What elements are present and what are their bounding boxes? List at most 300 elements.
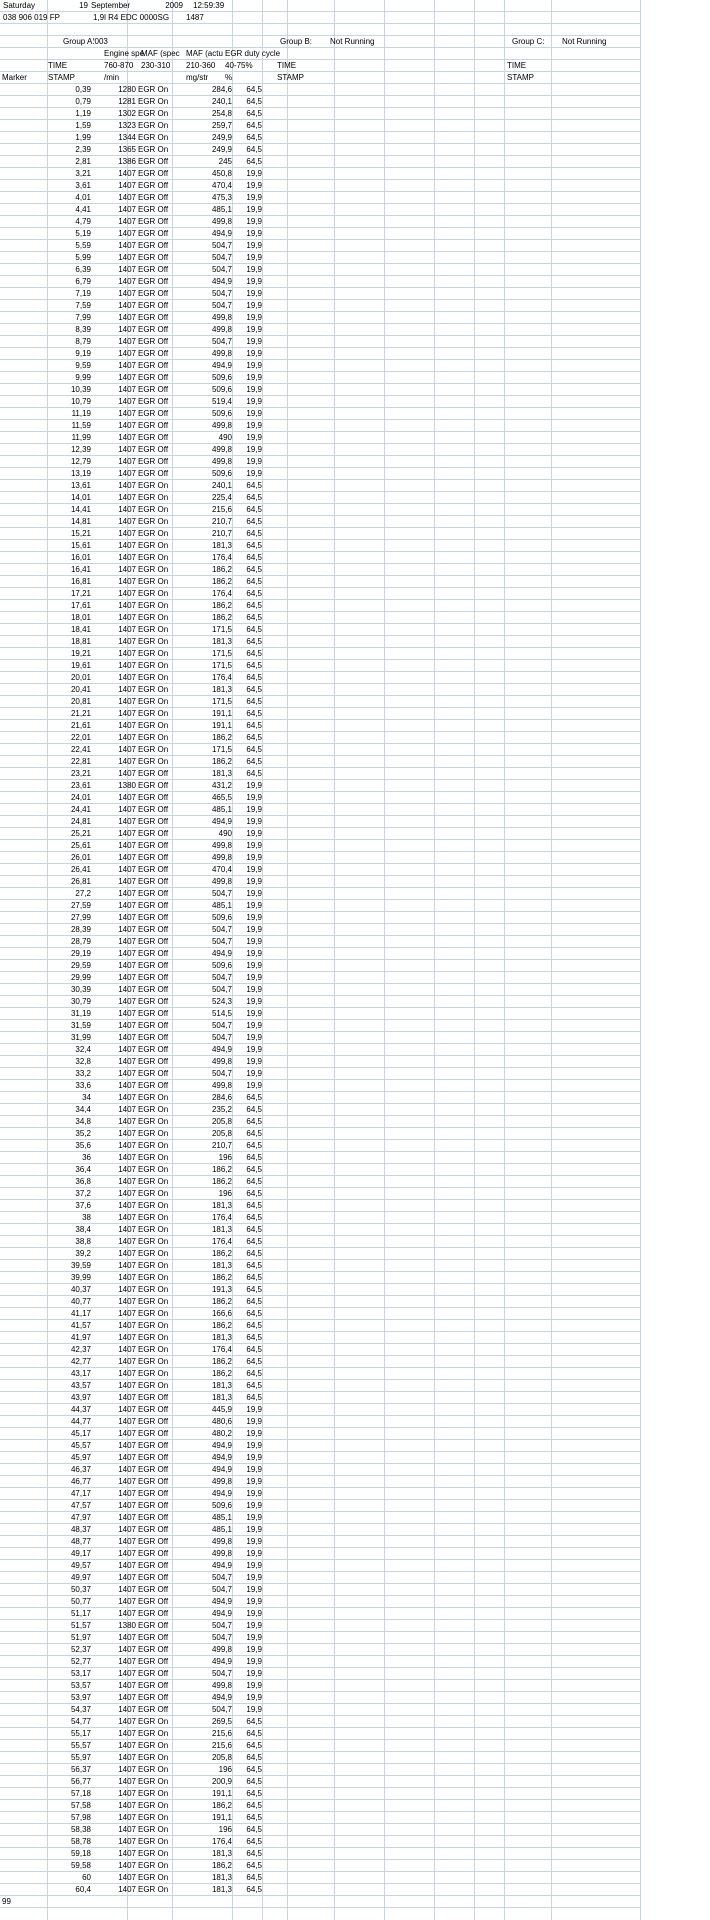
time-stamp-cell[interactable]: 46,37 <box>70 1465 91 1474</box>
maf-actual-cell[interactable]: 186,2 <box>211 1297 232 1306</box>
egr-duty-cell[interactable]: 64,5 <box>246 1165 262 1174</box>
time-stamp-cell[interactable]: 58,78 <box>70 1837 91 1846</box>
engine-speed-cell[interactable]: 1407 <box>118 901 136 910</box>
maf-actual-cell[interactable]: 181,3 <box>211 1333 232 1342</box>
maf-actual-cell[interactable]: 494,9 <box>211 1657 232 1666</box>
maf-actual-cell[interactable]: 191,1 <box>211 1813 232 1822</box>
engine-speed-cell[interactable]: 1407 <box>118 1189 136 1198</box>
time-stamp-cell[interactable]: 34,8 <box>75 1117 91 1126</box>
time-stamp-cell[interactable]: 44,37 <box>70 1405 91 1414</box>
egr-duty-cell[interactable]: 19,9 <box>246 457 262 466</box>
maf-spec-cell[interactable]: EGR Off <box>138 397 169 406</box>
egr-duty-cell[interactable]: 19,9 <box>246 889 262 898</box>
engine-speed-unit[interactable]: /min <box>104 73 120 82</box>
engine-speed-cell[interactable]: 1407 <box>118 1009 136 1018</box>
engine-speed-cell[interactable]: 1407 <box>118 1321 136 1330</box>
engine-speed-cell[interactable]: 1407 <box>118 613 136 622</box>
egr-duty-cell[interactable]: 19,9 <box>246 421 262 430</box>
maf-actual-cell[interactable]: 196 <box>218 1153 232 1162</box>
time-stamp-cell[interactable]: 56,77 <box>70 1777 91 1786</box>
time-stamp-cell[interactable]: 27,99 <box>70 913 91 922</box>
time-stamp-cell[interactable]: 11,59 <box>71 421 91 430</box>
time-stamp-cell[interactable]: 25,21 <box>70 829 91 838</box>
egr-duty-cell[interactable]: 19,9 <box>246 445 262 454</box>
engine-speed-cell[interactable]: 1407 <box>118 1141 136 1150</box>
time-stamp-cell[interactable]: 53,17 <box>70 1669 91 1678</box>
maf-spec-cell[interactable]: EGR On <box>138 1789 169 1798</box>
time-stamp-cell[interactable]: 30,39 <box>70 985 91 994</box>
maf-actual-cell[interactable]: 191,1 <box>211 721 232 730</box>
maf-spec-cell[interactable]: EGR Off <box>138 793 169 802</box>
egr-duty-cell[interactable]: 64,5 <box>246 1249 262 1258</box>
maf-actual-cell[interactable]: 504,7 <box>211 973 232 982</box>
maf-actual-cell[interactable]: 186,2 <box>211 1369 232 1378</box>
maf-spec-cell[interactable]: EGR Off <box>138 997 169 1006</box>
engine-speed-cell[interactable]: 1407 <box>118 337 136 346</box>
maf-spec-cell[interactable]: EGR On <box>138 697 169 706</box>
maf-spec-cell[interactable]: EGR On <box>138 481 169 490</box>
maf-actual-cell[interactable]: 465,5 <box>211 793 232 802</box>
maf-spec-cell[interactable]: EGR Off <box>138 829 169 838</box>
egr-duty-cell[interactable]: 19,9 <box>246 1405 262 1414</box>
maf-actual-cell[interactable]: 499,8 <box>211 325 232 334</box>
engine-speed-cell[interactable]: 1407 <box>118 1201 136 1210</box>
maf-spec-cell[interactable]: EGR Off <box>138 817 169 826</box>
time-stamp-cell[interactable]: 36 <box>82 1153 91 1162</box>
maf-actual-cell[interactable]: 499,8 <box>211 313 232 322</box>
egr-duty-cell[interactable]: 64,5 <box>246 1273 262 1282</box>
time-stamp-cell[interactable]: 4,01 <box>75 193 91 202</box>
egr-duty-cell[interactable]: 64,5 <box>246 1237 262 1246</box>
maf-actual-cell[interactable]: 196 <box>218 1189 232 1198</box>
engine-speed-cell[interactable]: 1407 <box>118 625 136 634</box>
engine-speed-cell[interactable]: 1407 <box>118 1597 136 1606</box>
engine-speed-cell[interactable]: 1407 <box>118 1297 136 1306</box>
time-stamp-cell[interactable]: 43,57 <box>70 1381 91 1390</box>
engine-speed-cell[interactable]: 1407 <box>118 985 136 994</box>
egr-duty-cell[interactable]: 19,9 <box>246 361 262 370</box>
maf-spec-cell[interactable]: EGR Off <box>138 1573 169 1582</box>
egr-duty-cell[interactable]: 19,9 <box>246 349 262 358</box>
time-stamp-cell[interactable]: 34 <box>82 1093 91 1102</box>
time-stamp-cell[interactable]: 7,59 <box>75 301 91 310</box>
maf-actual-cell[interactable]: 485,1 <box>211 1525 232 1534</box>
maf-spec-cell[interactable]: EGR On <box>138 1753 169 1762</box>
engine-speed-cell[interactable]: 1407 <box>118 1561 136 1570</box>
maf-spec-cell[interactable]: EGR Off <box>138 469 169 478</box>
maf-actual-cell[interactable]: 504,7 <box>211 253 232 262</box>
time-stamp-cell[interactable]: 5,99 <box>75 253 91 262</box>
maf-spec-cell[interactable]: EGR Off <box>138 1669 169 1678</box>
maf-spec-cell[interactable]: EGR Off <box>138 433 169 442</box>
time-stamp-cell[interactable]: 34,4 <box>75 1105 91 1114</box>
maf-spec-cell[interactable]: EGR Off <box>138 157 169 166</box>
engine-speed-cell[interactable]: 1407 <box>118 1693 136 1702</box>
engine-speed-cell[interactable]: 1407 <box>118 1573 136 1582</box>
maf-actual-cell[interactable]: 186,2 <box>211 1321 232 1330</box>
maf-actual-cell[interactable]: 499,8 <box>211 445 232 454</box>
maf-actual-cell[interactable]: 490 <box>218 829 232 838</box>
egr-duty-cell[interactable]: 64,5 <box>246 1369 262 1378</box>
engine-speed-cell[interactable]: 1407 <box>118 1657 136 1666</box>
egr-duty-cell[interactable]: 19,9 <box>246 961 262 970</box>
time-stamp-cell[interactable]: 3,61 <box>75 181 91 190</box>
time-stamp-cell[interactable]: 4,41 <box>75 205 91 214</box>
maf-actual-cell[interactable]: 499,8 <box>211 217 232 226</box>
egr-duty-cell[interactable]: 64,5 <box>246 745 262 754</box>
time-stamp-cell[interactable]: 2,81 <box>75 157 91 166</box>
egr-duty-cell[interactable]: 64,5 <box>246 133 262 142</box>
maf-spec-header[interactable]: MAF (spec <box>141 49 180 58</box>
engine-speed-cell[interactable]: 1407 <box>118 661 136 670</box>
time-stamp-cell[interactable]: 32,8 <box>75 1057 91 1066</box>
maf-spec-cell[interactable]: EGR Off <box>138 1045 169 1054</box>
maf-actual-cell[interactable]: 494,9 <box>211 1465 232 1474</box>
maf-actual-cell[interactable]: 494,9 <box>211 277 232 286</box>
time-stamp-cell[interactable]: 54,37 <box>70 1705 91 1714</box>
time-stamp-cell[interactable]: 39,99 <box>70 1273 91 1282</box>
time-stamp-cell[interactable]: 41,97 <box>70 1333 91 1342</box>
maf-spec-cell[interactable]: EGR Off <box>138 205 169 214</box>
maf-actual-cell[interactable]: 186,2 <box>211 757 232 766</box>
egr-duty-cell[interactable]: 64,5 <box>246 1837 262 1846</box>
egr-duty-cell[interactable]: 64,5 <box>246 565 262 574</box>
maf-actual-cell[interactable]: 494,9 <box>211 1597 232 1606</box>
engine-speed-cell[interactable]: 1407 <box>118 853 136 862</box>
maf-actual-cell[interactable]: 494,9 <box>211 361 232 370</box>
maf-actual-cell[interactable]: 494,9 <box>211 949 232 958</box>
maf-actual-cell[interactable]: 269,5 <box>211 1717 232 1726</box>
maf-spec-cell[interactable]: EGR Off <box>138 241 169 250</box>
engine-speed-cell[interactable]: 1407 <box>118 1513 136 1522</box>
egr-duty-cell[interactable]: 64,5 <box>246 529 262 538</box>
egr-duty-cell[interactable]: 64,5 <box>246 757 262 766</box>
time-stamp-cell[interactable]: 8,39 <box>75 325 91 334</box>
time-stamp-cell[interactable]: 53,57 <box>70 1681 91 1690</box>
maf-actual-unit[interactable]: mg/str <box>186 73 209 82</box>
time-stamp-cell[interactable]: 41,57 <box>70 1321 91 1330</box>
maf-spec-cell[interactable]: EGR Off <box>138 181 169 190</box>
time-stamp-cell[interactable]: 1,19 <box>75 109 91 118</box>
maf-spec-cell[interactable]: EGR On <box>138 1813 169 1822</box>
maf-actual-cell[interactable]: 499,8 <box>211 457 232 466</box>
maf-actual-cell[interactable]: 284,6 <box>211 85 232 94</box>
engine-speed-cell[interactable]: 1407 <box>118 1525 136 1534</box>
egr-duty-cell[interactable]: 64,5 <box>246 97 262 106</box>
maf-spec-cell[interactable]: EGR On <box>138 601 169 610</box>
engine-speed-cell[interactable]: 1407 <box>118 265 136 274</box>
engine-speed-cell[interactable]: 1407 <box>118 877 136 886</box>
egr-duty-cell[interactable]: 64,5 <box>246 1225 262 1234</box>
engine-speed-cell[interactable]: 1407 <box>118 1441 136 1450</box>
maf-spec-cell[interactable]: EGR Off <box>138 1021 169 1030</box>
egr-duty-cell[interactable]: 64,5 <box>246 733 262 742</box>
engine-speed-cell[interactable]: 1407 <box>118 1861 136 1870</box>
time-stamp-cell[interactable]: 46,77 <box>70 1477 91 1486</box>
time-stamp-cell[interactable]: 16,01 <box>70 553 91 562</box>
maf-actual-cell[interactable]: 259,7 <box>211 121 232 130</box>
engine-speed-cell[interactable]: 1407 <box>118 1477 136 1486</box>
maf-spec-cell[interactable]: EGR Off <box>138 349 169 358</box>
engine-speed-cell[interactable]: 1407 <box>118 793 136 802</box>
maf-spec-cell[interactable]: EGR Off <box>138 949 169 958</box>
egr-duty-cell[interactable]: 64,5 <box>246 1177 262 1186</box>
engine-speed-cell[interactable]: 1407 <box>118 1789 136 1798</box>
maf-spec-cell[interactable]: EGR Off <box>138 445 169 454</box>
maf-actual-cell[interactable]: 494,9 <box>211 1489 232 1498</box>
time-stamp-cell[interactable]: 36,4 <box>75 1165 91 1174</box>
egr-duty-cell[interactable]: 19,9 <box>246 829 262 838</box>
engine-speed-cell[interactable]: 1407 <box>118 229 136 238</box>
time-stamp-cell[interactable]: 35,6 <box>75 1141 91 1150</box>
time-stamp-cell[interactable]: 27,2 <box>75 889 91 898</box>
time-stamp-cell[interactable]: 12,39 <box>70 445 91 454</box>
maf-actual-cell[interactable]: 181,3 <box>211 541 232 550</box>
egr-duty-cell[interactable]: 64,5 <box>246 1849 262 1858</box>
maf-spec-cell[interactable]: EGR Off <box>138 853 169 862</box>
maf-actual-cell[interactable]: 504,7 <box>211 1069 232 1078</box>
egr-duty-cell[interactable]: 64,5 <box>246 157 262 166</box>
time-stamp-cell[interactable]: 56,37 <box>70 1765 91 1774</box>
egr-duty-cell[interactable]: 19,9 <box>246 1477 262 1486</box>
time-stamp-cell[interactable]: 38 <box>82 1213 91 1222</box>
maf-spec-range[interactable]: 230-310 <box>141 61 171 70</box>
maf-actual-cell[interactable]: 504,7 <box>211 925 232 934</box>
engine-speed-cell[interactable]: 1407 <box>118 529 136 538</box>
time-stamp-cell[interactable]: 51,97 <box>70 1633 91 1642</box>
egr-duty-cell[interactable]: 64,5 <box>246 625 262 634</box>
egr-duty-cell[interactable]: 64,5 <box>246 1357 262 1366</box>
engine-speed-cell[interactable]: 1407 <box>118 205 136 214</box>
maf-actual-cell[interactable]: 181,3 <box>211 1261 232 1270</box>
time-stamp-cell[interactable]: 38,4 <box>75 1225 91 1234</box>
engine-speed-cell[interactable]: 1407 <box>118 1213 136 1222</box>
time-stamp-cell[interactable]: 60 <box>82 1873 91 1882</box>
egr-duty-cell[interactable]: 64,5 <box>246 121 262 130</box>
maf-spec-cell[interactable]: EGR Off <box>138 1465 169 1474</box>
engine-speed-cell[interactable]: 1407 <box>118 757 136 766</box>
engine-speed-cell[interactable]: 1407 <box>118 433 136 442</box>
maf-actual-cell[interactable]: 186,2 <box>211 1177 232 1186</box>
maf-actual-cell[interactable]: 225,4 <box>211 493 232 502</box>
engine-speed-cell[interactable]: 1407 <box>118 445 136 454</box>
time-stamp-cell[interactable]: 60,4 <box>75 1885 91 1894</box>
egr-duty-cell[interactable]: 64,5 <box>246 1201 262 1210</box>
time-stamp-cell[interactable]: 23,61 <box>70 781 91 790</box>
maf-actual-cell[interactable]: 499,8 <box>211 1081 232 1090</box>
egr-duty-cell[interactable]: 19,9 <box>246 1585 262 1594</box>
time-stamp-cell[interactable]: 22,01 <box>70 733 91 742</box>
time-stamp-cell[interactable]: 36,8 <box>75 1177 91 1186</box>
time-stamp-cell[interactable]: 51,17 <box>70 1609 91 1618</box>
maf-spec-cell[interactable]: EGR On <box>138 1189 169 1198</box>
egr-duty-cell[interactable]: 19,9 <box>246 1657 262 1666</box>
maf-actual-cell[interactable]: 171,5 <box>211 661 232 670</box>
engine-speed-cell[interactable]: 1380 <box>118 781 136 790</box>
maf-actual-cell[interactable]: 249,9 <box>211 133 232 142</box>
maf-spec-cell[interactable]: EGR Off <box>138 253 169 262</box>
egr-duty-cell[interactable]: 19,9 <box>246 997 262 1006</box>
engine-speed-cell[interactable]: 1302 <box>118 109 136 118</box>
engine-speed-cell[interactable]: 1407 <box>118 1537 136 1546</box>
time-stamp-cell[interactable]: 10,79 <box>70 397 91 406</box>
marker-label[interactable]: Marker <box>2 73 27 82</box>
maf-spec-cell[interactable]: EGR On <box>138 505 169 514</box>
maf-actual-cell[interactable]: 494,9 <box>211 1609 232 1618</box>
engine-speed-cell[interactable]: 1407 <box>118 253 136 262</box>
engine-speed-cell[interactable]: 1407 <box>118 1717 136 1726</box>
time-stamp-cell[interactable]: 12,79 <box>70 457 91 466</box>
maf-actual-cell[interactable]: 499,8 <box>211 877 232 886</box>
egr-duty-cell[interactable]: 19,9 <box>246 469 262 478</box>
engine-speed-cell[interactable]: 1407 <box>118 1273 136 1282</box>
engine-speed-cell[interactable]: 1407 <box>118 1333 136 1342</box>
egr-duty-cell[interactable]: 64,5 <box>246 1861 262 1870</box>
maf-spec-cell[interactable]: EGR On <box>138 1141 169 1150</box>
egr-duty-cell[interactable]: 19,9 <box>246 1501 262 1510</box>
maf-spec-cell[interactable]: EGR On <box>138 649 169 658</box>
maf-spec-cell[interactable]: EGR On <box>138 121 169 130</box>
maf-spec-cell[interactable]: EGR Off <box>138 901 169 910</box>
maf-actual-cell[interactable]: 494,9 <box>211 1045 232 1054</box>
group-a-value[interactable]: '003 <box>93 37 108 46</box>
engine-speed-cell[interactable]: 1407 <box>118 193 136 202</box>
engine-speed-cell[interactable]: 1407 <box>118 517 136 526</box>
time-stamp-cell[interactable]: 11,19 <box>71 409 91 418</box>
maf-spec-cell[interactable]: EGR On <box>138 637 169 646</box>
time-stamp-cell[interactable]: 48,77 <box>70 1537 91 1546</box>
time-stamp-cell[interactable]: 40,37 <box>70 1285 91 1294</box>
engine-speed-cell[interactable]: 1407 <box>118 1345 136 1354</box>
maf-actual-cell[interactable]: 475,3 <box>211 193 232 202</box>
maf-actual-cell[interactable]: 284,6 <box>211 1093 232 1102</box>
maf-actual-cell[interactable]: 499,8 <box>211 841 232 850</box>
egr-duty-cell[interactable]: 19,9 <box>246 1525 262 1534</box>
egr-duty-cell[interactable]: 19,9 <box>246 1081 262 1090</box>
time-stamp-cell[interactable]: 21,21 <box>70 709 91 718</box>
engine-speed-cell[interactable]: 1407 <box>118 1093 136 1102</box>
marker-cell[interactable]: 99 <box>2 1897 11 1906</box>
maf-actual-cell[interactable]: 499,8 <box>211 1477 232 1486</box>
egr-duty-cell[interactable]: 19,9 <box>246 937 262 946</box>
maf-actual-cell[interactable]: 171,5 <box>211 649 232 658</box>
maf-actual-cell[interactable]: 450,8 <box>211 169 232 178</box>
maf-spec-cell[interactable]: EGR Off <box>138 1057 169 1066</box>
engine-speed-cell[interactable]: 1407 <box>118 1165 136 1174</box>
maf-actual-cell[interactable]: 186,2 <box>211 1249 232 1258</box>
maf-actual-cell[interactable]: 519,4 <box>211 397 232 406</box>
egr-duty-cell[interactable]: 64,5 <box>246 1093 262 1102</box>
time-stamp-cell[interactable]: 28,39 <box>70 925 91 934</box>
time-stamp-cell[interactable]: 50,37 <box>70 1585 91 1594</box>
maf-actual-cell[interactable]: 504,7 <box>211 289 232 298</box>
engine-speed-cell[interactable]: 1407 <box>118 1417 136 1426</box>
engine-speed-cell[interactable]: 1407 <box>118 1057 136 1066</box>
engine-speed-cell[interactable]: 1407 <box>118 721 136 730</box>
egr-duty-cell[interactable]: 19,9 <box>246 313 262 322</box>
maf-actual-cell[interactable]: 480,2 <box>211 1429 232 1438</box>
egr-duty-cell[interactable]: 19,9 <box>246 409 262 418</box>
maf-spec-cell[interactable]: EGR On <box>138 1177 169 1186</box>
engine-speed-cell[interactable]: 1407 <box>118 1369 136 1378</box>
maf-spec-cell[interactable]: EGR Off <box>138 1441 169 1450</box>
engine-speed-cell[interactable]: 1407 <box>118 733 136 742</box>
maf-actual-cell[interactable]: 499,8 <box>211 1645 232 1654</box>
time-stamp-cell[interactable]: 31,99 <box>70 1033 91 1042</box>
time-stamp-cell[interactable]: 40,77 <box>70 1297 91 1306</box>
egr-duty-cell[interactable]: 19,9 <box>246 1633 262 1642</box>
engine-speed-cell[interactable]: 1407 <box>118 1309 136 1318</box>
egr-duty-cell[interactable]: 19,9 <box>246 1609 262 1618</box>
maf-spec-cell[interactable]: EGR Off <box>138 1417 169 1426</box>
maf-actual-cell[interactable]: 176,4 <box>211 589 232 598</box>
maf-actual-cell[interactable]: 210,7 <box>211 517 232 526</box>
maf-spec-cell[interactable]: EGR On <box>138 1105 169 1114</box>
group-b-label[interactable]: Group B: <box>280 37 313 46</box>
time-stamp-cell[interactable]: 42,77 <box>70 1357 91 1366</box>
time-stamp-cell[interactable]: 49,17 <box>70 1549 91 1558</box>
egr-duty-cell[interactable]: 64,5 <box>246 145 262 154</box>
engine-speed-cell[interactable]: 1407 <box>118 541 136 550</box>
maf-actual-cell[interactable]: 509,6 <box>211 409 232 418</box>
maf-spec-cell[interactable]: EGR On <box>138 529 169 538</box>
time-stamp-cell[interactable]: 18,41 <box>70 625 91 634</box>
engine-speed-cell[interactable]: 1407 <box>118 349 136 358</box>
time-stamp-cell[interactable]: 24,81 <box>70 817 91 826</box>
engine-speed-cell[interactable]: 1407 <box>118 1681 136 1690</box>
maf-actual-cell[interactable]: 485,1 <box>211 901 232 910</box>
maf-actual-cell[interactable]: 494,9 <box>211 1561 232 1570</box>
egr-duty-cell[interactable]: 64,5 <box>246 1393 262 1402</box>
maf-spec-cell[interactable]: EGR Off <box>138 913 169 922</box>
maf-spec-cell[interactable]: EGR Off <box>138 841 169 850</box>
time-stamp-cell[interactable]: 9,59 <box>75 361 91 370</box>
maf-actual-cell[interactable]: 166,6 <box>211 1309 232 1318</box>
engine-speed-cell[interactable]: 1407 <box>118 769 136 778</box>
maf-spec-cell[interactable]: EGR Off <box>138 217 169 226</box>
time-stamp-cell[interactable]: 10,39 <box>70 385 91 394</box>
maf-actual-cell[interactable]: 485,1 <box>211 1513 232 1522</box>
time-stamp-cell[interactable]: 6,79 <box>75 277 91 286</box>
maf-actual-cell[interactable]: 176,4 <box>211 673 232 682</box>
maf-actual-cell[interactable]: 176,4 <box>211 1345 232 1354</box>
egr-duty-cell[interactable]: 64,5 <box>246 1789 262 1798</box>
part-number-cell[interactable]: 038 906 019 FP <box>3 13 60 22</box>
maf-actual-cell[interactable]: 480,6 <box>211 1417 232 1426</box>
engine-speed-cell[interactable]: 1407 <box>118 913 136 922</box>
time-stamp-cell[interactable]: 45,17 <box>70 1429 91 1438</box>
engine-speed-cell[interactable]: 1407 <box>118 1765 136 1774</box>
maf-spec-cell[interactable]: EGR On <box>138 493 169 502</box>
maf-spec-cell[interactable]: EGR On <box>138 589 169 598</box>
maf-actual-cell[interactable]: 176,4 <box>211 1213 232 1222</box>
maf-spec-cell[interactable]: EGR On <box>138 1765 169 1774</box>
maf-spec-cell[interactable]: EGR Off <box>138 457 169 466</box>
maf-actual-cell[interactable]: 431,2 <box>211 781 232 790</box>
maf-spec-cell[interactable]: EGR Off <box>138 1549 169 1558</box>
maf-actual-cell[interactable]: 181,3 <box>211 685 232 694</box>
engine-speed-cell[interactable]: 1407 <box>118 409 136 418</box>
engine-speed-header[interactable]: Engine spe <box>104 49 145 58</box>
maf-actual-cell[interactable]: 181,3 <box>211 1885 232 1894</box>
time-stamp-cell[interactable]: 30,79 <box>70 997 91 1006</box>
maf-actual-cell[interactable]: 191,3 <box>211 1285 232 1294</box>
maf-spec-cell[interactable]: EGR On <box>138 565 169 574</box>
time-stamp-cell[interactable]: 19,21 <box>70 649 91 658</box>
engine-speed-cell[interactable]: 1407 <box>118 313 136 322</box>
time-stamp-cell[interactable]: 38,8 <box>75 1237 91 1246</box>
maf-actual-cell[interactable]: 499,8 <box>211 1681 232 1690</box>
